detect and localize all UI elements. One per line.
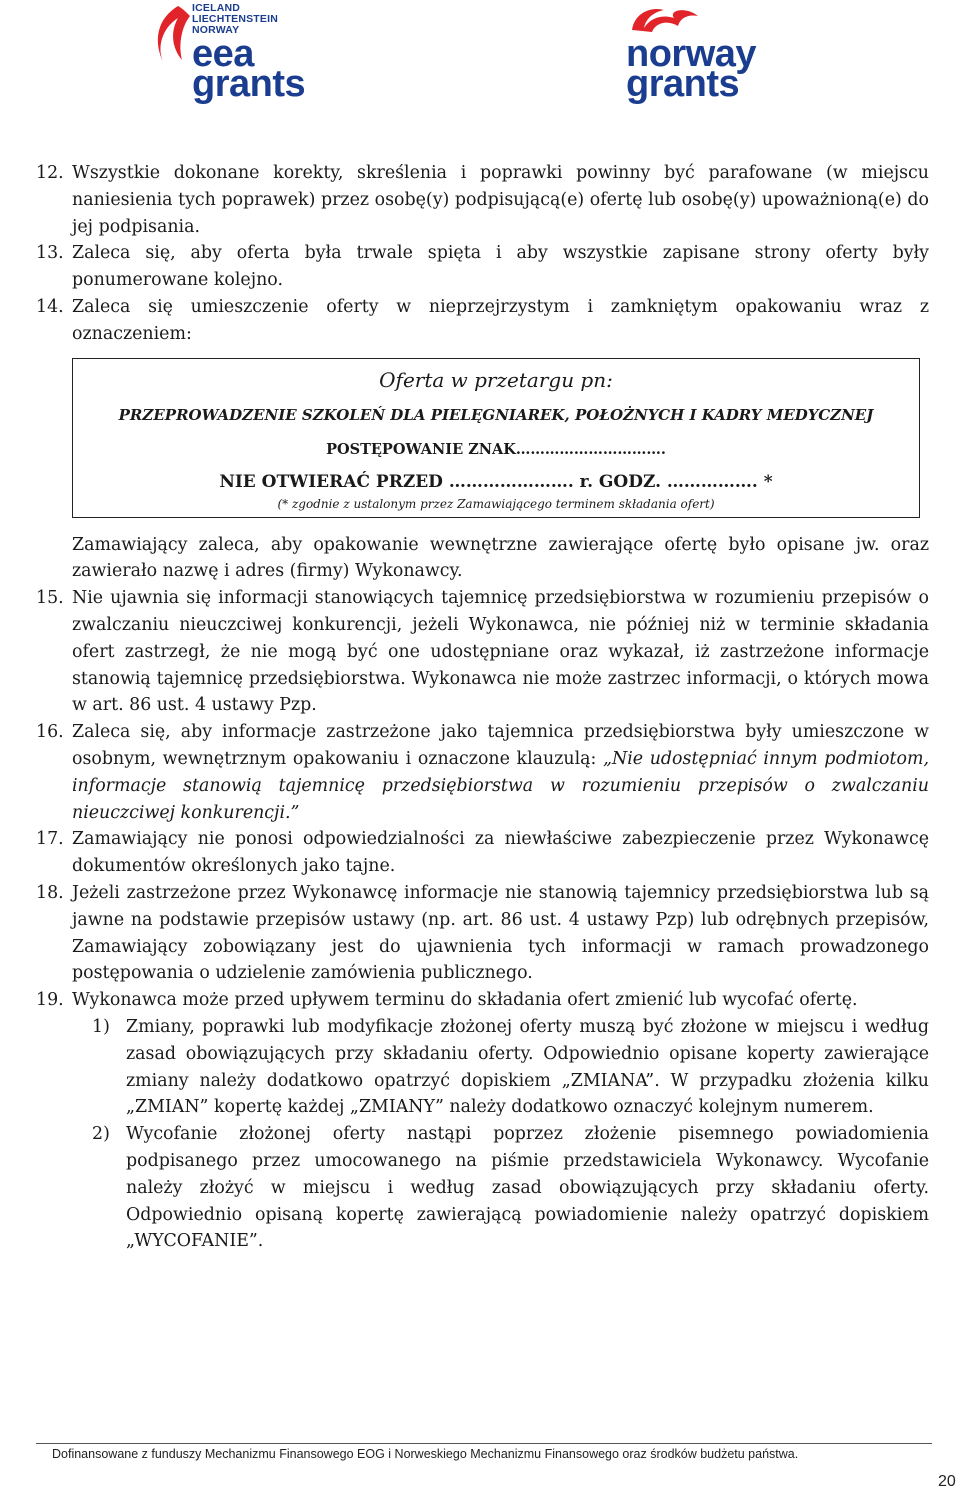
item-text: Nie ujawnia się informacji stanowiących tajemnicę przedsiębiorstwa w rozumieniu przepisów o zwalczaniu nieuczciwej konkurencji, jeżeli Wykonawca, nie później niż w terminie składania ofert zastrzegł, że nie mogą być one udostępniane oraz wykazał, iż zastrzeżone informacje stanowią tajemnicę przedsiębiorstwa. Wykonawca nie może zastrzec informacji, o których mowa w art. 86 ust. 4 ustawy Pzp.: [72, 588, 929, 716]
item-number: 14.: [36, 296, 64, 317]
after-box-paragraph: Zamawiający zaleca, aby opakowanie wewnętrzne zawierające ofertę było opisane jw. oraz zawierało nazwę i adres (firmy) Wykonawcy.: [72, 534, 929, 582]
item-text: Zaleca się umieszczenie oferty w nieprzejrzystym i zamkniętym opakowaniu wraz z oznaczeniem:: [72, 296, 929, 344]
box-subject: PRZEPROWADZENIE SZKOLEŃ DLA PIELĘGNIAREK, POŁOŻNYCH I KADRY MEDYCZNEJ: [118, 405, 874, 424]
sub-item-text: Wycofanie złożonej oferty nastąpi poprzez złożenie pisemnego powiadomienia podpisanego przez umocowanego na piśmie przedstawiciela Wykonawcy. Wycofanie należy złożyć w miejscu i według zasad obowiązujących przy składaniu oferty. Odpowiednio opisaną kopertę zawierającą powiadomienie należy opatrzyć dopiskiem „WYCOFANIE”.: [126, 1124, 929, 1252]
list-item: [36, 160, 929, 240]
box-title: Oferta w przetargu pn:: [379, 367, 613, 392]
item-number: 13.: [36, 243, 64, 264]
item-number: 17.: [36, 829, 64, 850]
eea-country-2: LIECHTENSTEIN: [192, 13, 279, 25]
item-number: 18.: [36, 882, 64, 903]
eea-country-3: NORWAY: [192, 24, 240, 36]
eea-word: eea: [192, 33, 254, 75]
item-text: Zaleca się, aby oferta była trwale spięta i aby wszystkie zapisane strony oferty były ponumerowane kolejno.: [72, 243, 929, 291]
list-item: [36, 826, 929, 880]
item-number: 12.: [36, 163, 64, 183]
eea-country-1: ICELAND: [192, 2, 241, 14]
item-text: Zaleca się, aby informacje zastrzeżone jako tajemnica przedsiębiorstwa były umieszczone w osobnym, wewnętrznym opakowaniu i oznaczone klauzulą:: [72, 722, 929, 769]
eea-grants-logo: [148, 0, 318, 108]
item-text-wrapper: [72, 719, 929, 826]
box-do-not-open: NIE OTWIERAĆ PRZED …………………. r. GODZ. ……………. *: [219, 471, 773, 492]
box-footnote: (* zgodnie z ustalonym przez Zamawiającego terminem składania ofert): [277, 496, 715, 511]
item-text: Wykonawca może przed upływem terminu do składania ofert zmienić lub wycofać ofertę.: [72, 990, 858, 1011]
item-number: 19.: [36, 990, 64, 1011]
sub-list-item: [92, 1014, 929, 1121]
footer-divider: [36, 1443, 932, 1444]
box-case-number: POSTĘPOWANIE ZNAK………………………….: [326, 440, 666, 458]
norway-word: norway: [626, 33, 757, 75]
norway-flame-icon: [628, 4, 700, 34]
clause-text: „Nie udostępniać innym podmiotom, informacje stanowią tajemnicę przedsiębiorstwa w rozumieniu przepisów o zwalczaniu nieuczciwej konkurencji.”: [72, 748, 929, 823]
item-text: Wszystkie dokonane korekty, skreślenia i poprawki powinny być parafowane (w miejscu naniesienia tych poprawek) przez osobę(y) podpisującą(e) ofertę lub osobę(y) upoważnioną(e) do jej podpisania.: [72, 163, 929, 237]
sub-item-number: 2): [92, 1124, 110, 1145]
list-item: [36, 294, 929, 348]
item-number: 15.: [36, 588, 64, 609]
page-number: 20: [938, 1473, 956, 1490]
norway-grants-logo: [618, 0, 788, 108]
norway-grants-word: grants: [626, 63, 740, 105]
eea-grants-word: grants: [192, 63, 306, 105]
list-item: [36, 240, 929, 294]
eea-flame-icon: [148, 4, 192, 74]
sub-item-number: 1): [92, 1016, 110, 1037]
item-text: Jeżeli zastrzeżone przez Wykonawcę informacje nie stanowią tajemnicy przedsiębiorstwa lub są jawne na podstawie przepisów ustawy (np. art. 86 ust. 4 ustawy Pzp) lub odrębnych przepisów, Zamawiający zobowiązany jest do ujawnienia tych informacji w ramach prowadzonego postępowania o udzielenie zamówienia publicznego.: [72, 882, 929, 984]
document-body: [36, 160, 929, 1255]
list-item: [36, 987, 929, 1014]
list-item: [36, 585, 929, 719]
footer-text: Dofinansowane z funduszy Mechanizmu Finansowego EOG i Norweskiego Mechanizmu Finansowego oraz środków budżetu państwa.: [52, 1447, 799, 1461]
sub-item-text: Zmiany, poprawki lub modyfikacje złożonej oferty muszą być złożone w miejscu i według zasad obowiązujących przy składaniu oferty. Odpowiednio opisane koperty zawierające zmiany należy dodatkowo opatrzyć dopiskiem „ZMIANA”. W przypadku złożenia kilku „ZMIAN” kopertę każdej „ZMIANY” należy dodatkowo oznaczyć kolejnym numerem.: [126, 1016, 929, 1118]
offer-label-box: [72, 358, 920, 518]
sub-list-item: [92, 1121, 929, 1255]
item-text: Zamawiający nie ponosi odpowiedzialności za niewłaściwe zabezpieczenie przez Wykonawcę dokumentów określonych jako tajne.: [72, 829, 929, 877]
item-number: 16.: [36, 722, 64, 743]
list-item: [36, 719, 929, 826]
list-item: [36, 880, 929, 987]
